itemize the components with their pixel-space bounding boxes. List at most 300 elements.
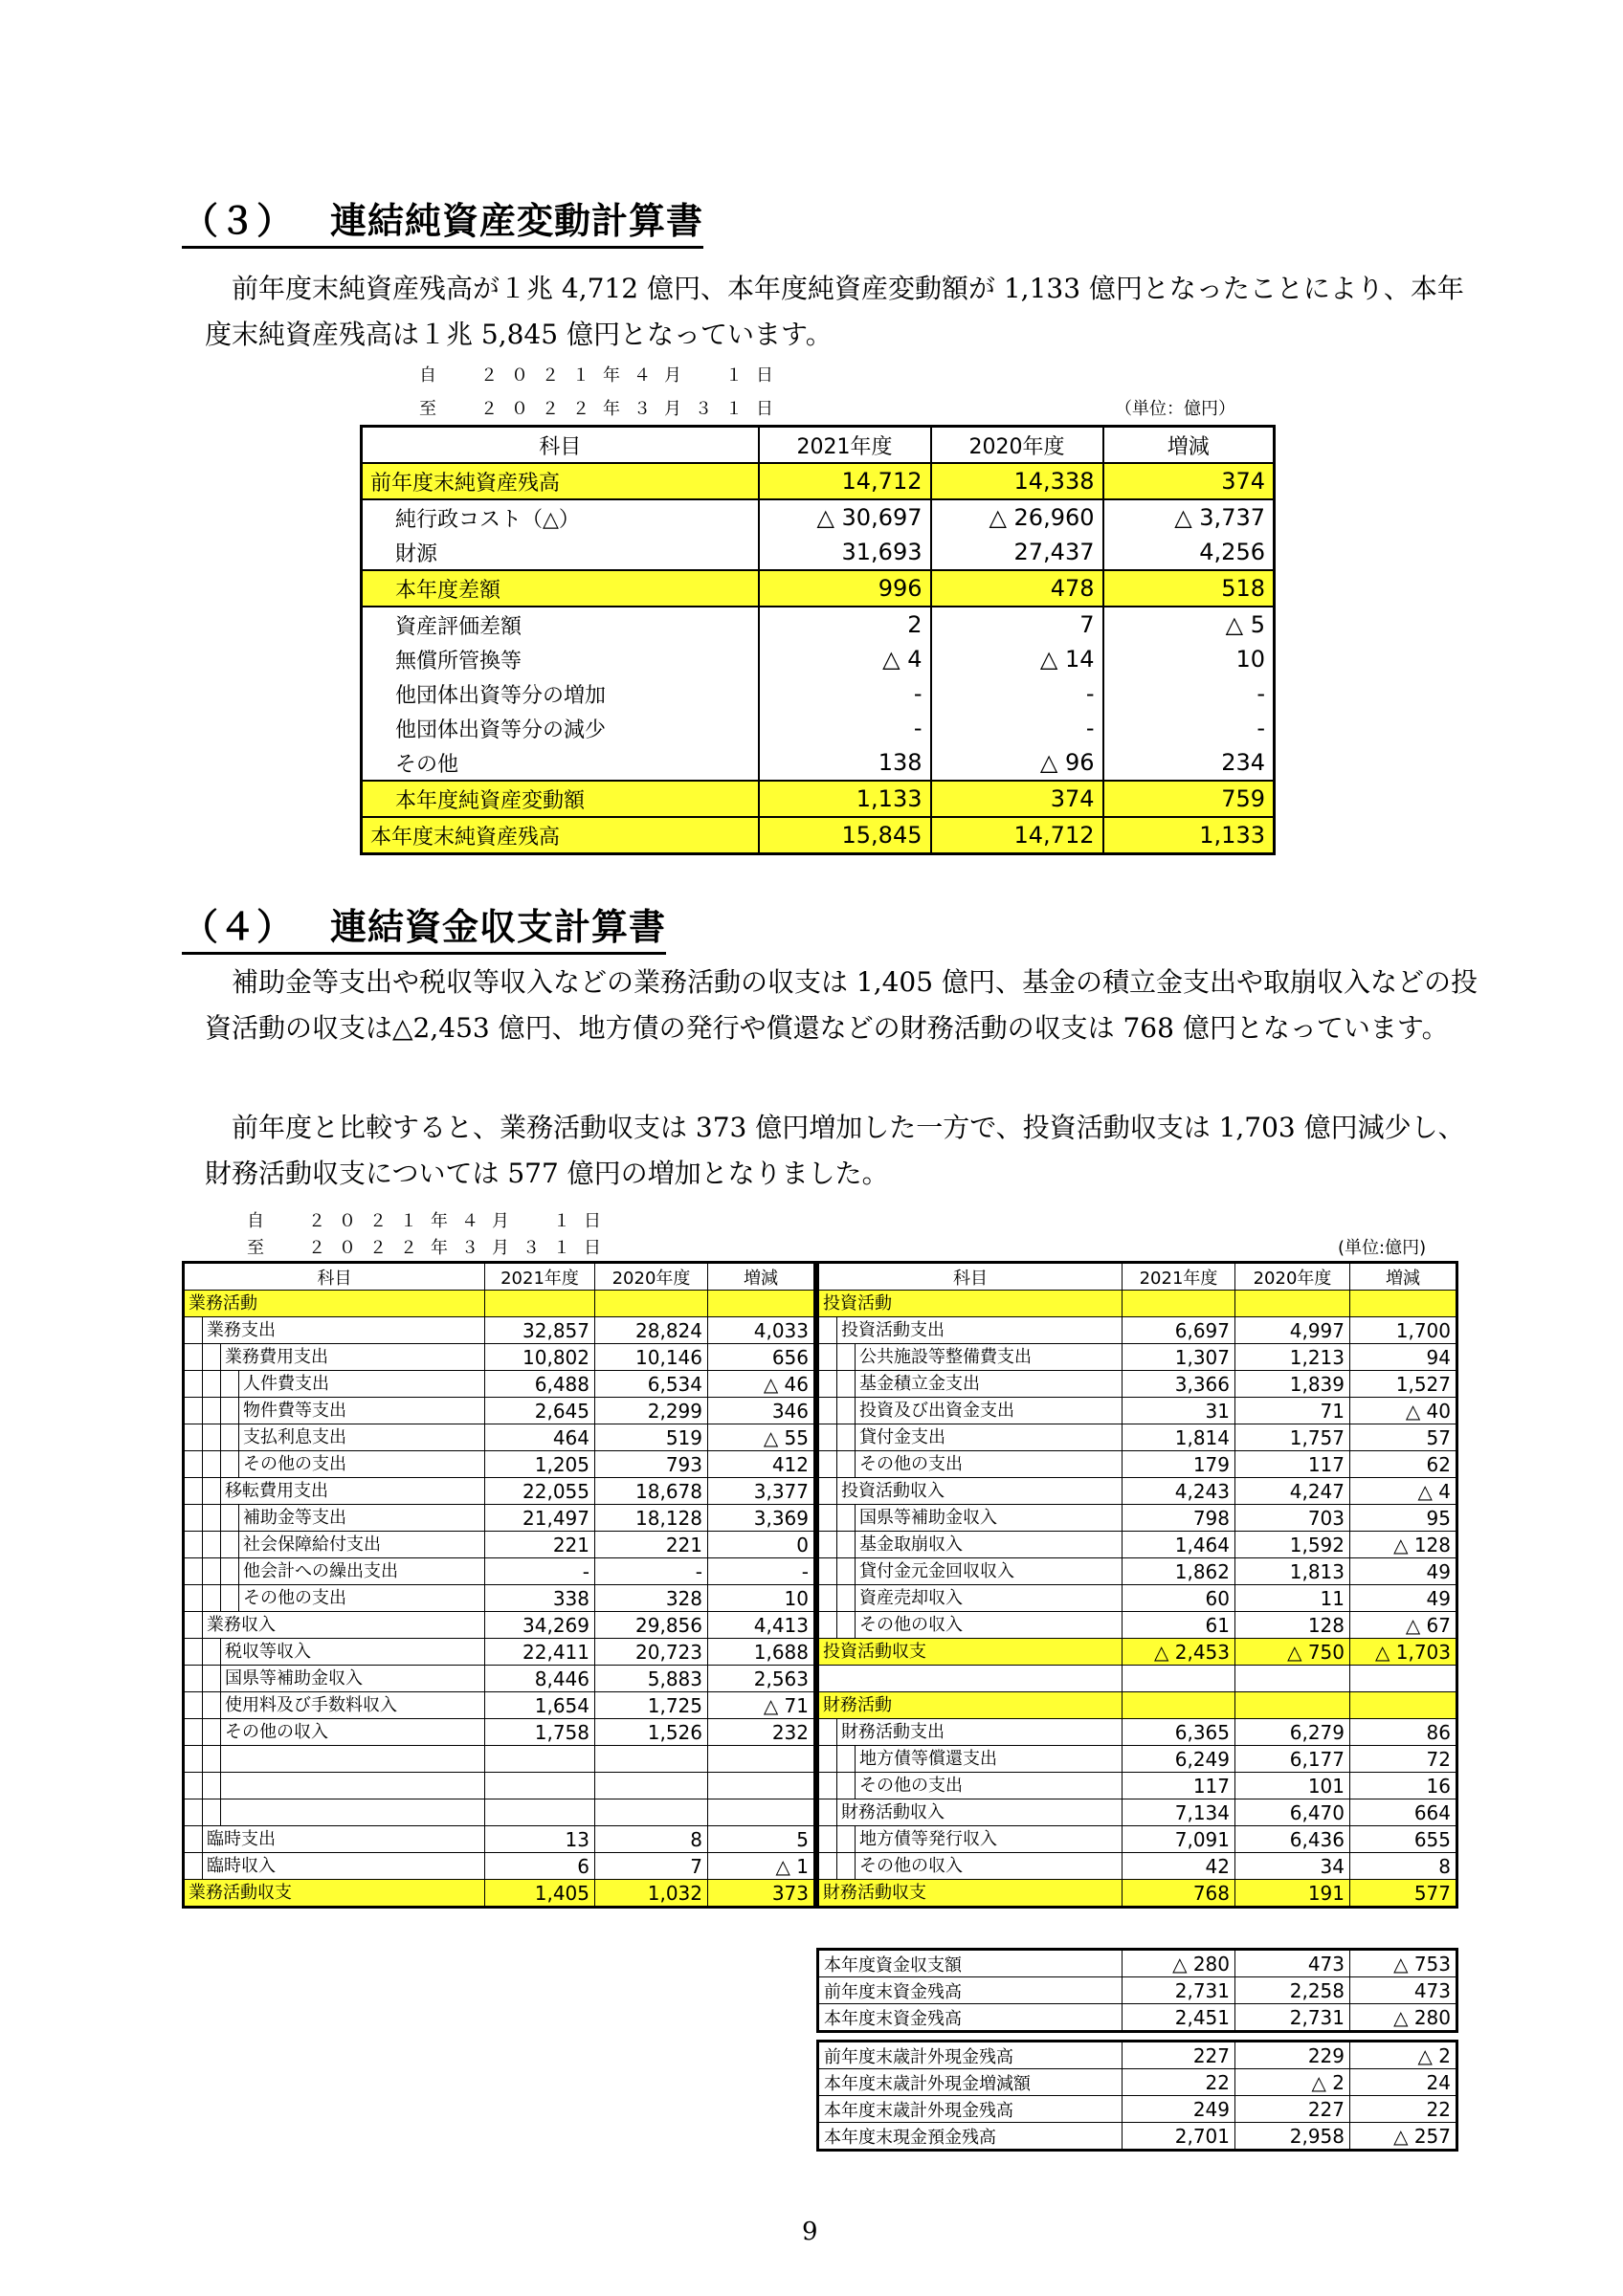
row-label-cell (184, 1826, 485, 1853)
value-2021: 6,249 (1123, 1746, 1235, 1773)
value-2020: 20,723 (595, 1639, 708, 1666)
left-header-diff: 増減 (708, 1263, 815, 1291)
value-diff: 655 (1350, 1826, 1457, 1853)
value-diff: 1,688 (708, 1639, 815, 1666)
value-2021: 15,845 (759, 817, 931, 854)
right-header-diff: 増減 (1350, 1263, 1457, 1291)
value-2021 (485, 1746, 595, 1773)
value-2020: 14,338 (931, 463, 1103, 499)
value-2020 (595, 1773, 708, 1799)
value-2020: 101 (1235, 1773, 1350, 1799)
value-2021: 7,091 (1123, 1826, 1235, 1853)
row-label: 業務支出 (207, 1320, 276, 1340)
value-diff: 374 (1103, 463, 1275, 499)
row-label: 補助金等支出 (243, 1508, 346, 1528)
table-row (184, 1666, 815, 1692)
value-2020: 793 (595, 1451, 708, 1478)
row-label: 国県等補助金収入 (225, 1668, 363, 1689)
table-row (818, 1977, 1457, 2004)
row-label-cell (818, 1746, 1123, 1773)
value-2021: 21,497 (485, 1505, 595, 1532)
value-2020: 6,534 (595, 1371, 708, 1398)
row-label-cell (818, 1773, 1123, 1799)
table-row (818, 1799, 1457, 1826)
row-label-cell (818, 1666, 1123, 1692)
table-row (818, 1826, 1457, 1853)
section3-number: （３） (182, 200, 295, 242)
value-2021: 464 (485, 1424, 595, 1451)
row-label: 本年度末歳計外現金残高 (818, 2096, 1123, 2123)
row-label-cell (184, 1291, 485, 1317)
value-2020: △ 96 (931, 745, 1103, 781)
value-2020: 11 (1235, 1585, 1350, 1612)
value-diff (1350, 1291, 1457, 1317)
value-diff: - (708, 1558, 815, 1585)
table-row (184, 1746, 815, 1773)
row-label: 財務活動収入 (841, 1802, 945, 1822)
row-label: 純行政コスト（△） (362, 499, 759, 535)
row-label-cell (818, 1424, 1123, 1451)
value-2021 (485, 1773, 595, 1799)
value-2020: 5,883 (595, 1666, 708, 1692)
value-diff: 49 (1350, 1585, 1457, 1612)
value-2021: 10,802 (485, 1344, 595, 1371)
value-2020: - (931, 676, 1103, 711)
value-diff: 95 (1350, 1505, 1457, 1532)
table-row (184, 1612, 815, 1639)
section4-heading (182, 897, 666, 955)
value-2020: 14,712 (931, 817, 1103, 854)
header-2020: 2020年度 (931, 427, 1103, 464)
value-diff: 16 (1350, 1773, 1457, 1799)
value-2020 (595, 1291, 708, 1317)
value-2021: 4,243 (1123, 1478, 1235, 1505)
section4-paragraph2: 前年度と比較すると、業務活動収支は 373 億円増加した一方で、投資活動収支は 1,703 億円減少し、財務活動収支については 577 億円の増加となりました。 (205, 1112, 1465, 1189)
value-diff: 49 (1350, 1558, 1457, 1585)
value-2021: 996 (759, 570, 931, 607)
value-diff (708, 1746, 815, 1773)
value-diff (708, 1799, 815, 1826)
investing-financing-body (818, 1291, 1457, 1908)
table-row (184, 1692, 815, 1719)
value-diff: 0 (708, 1532, 815, 1558)
value-2021: 338 (485, 1585, 595, 1612)
value-2020: 4,247 (1235, 1478, 1350, 1505)
value-2021: 6,365 (1123, 1719, 1235, 1746)
row-label-cell (818, 1451, 1123, 1478)
table-row (184, 1558, 815, 1585)
table-row (184, 1826, 815, 1853)
cash-balance-summary-body (818, 1950, 1457, 2032)
row-label-cell (818, 1639, 1123, 1666)
operating-activities-table (182, 1261, 816, 1909)
value-2021: 22,055 (485, 1478, 595, 1505)
value-diff: 473 (1350, 1977, 1457, 2004)
header-subject: 科目 (362, 427, 759, 464)
value-2020: △ 26,960 (931, 499, 1103, 535)
section3-paragraph: 前年度末純資産残高が１兆 4,712 億円、本年度純資産変動額が 1,133 億円となったことにより、本年度末純資産残高は１兆 5,845 億円となっています。 (205, 273, 1464, 350)
value-2021: 31 (1123, 1398, 1235, 1424)
value-diff: 24 (1350, 2069, 1457, 2096)
value-2020: 1,032 (595, 1880, 708, 1908)
table-row (818, 1773, 1457, 1799)
value-diff: △ 46 (708, 1371, 815, 1398)
row-label: その他の支出 (243, 1454, 346, 1474)
row-label-cell (184, 1344, 485, 1371)
value-diff: △ 1 (708, 1853, 815, 1880)
table-row (184, 1451, 815, 1478)
table-row (818, 1950, 1457, 1977)
row-label-cell (184, 1398, 485, 1424)
value-2020: - (931, 711, 1103, 745)
value-2020: 478 (931, 570, 1103, 607)
row-label-cell (818, 1317, 1123, 1344)
row-label: 業務活動 (189, 1293, 257, 1314)
value-2020: 2,958 (1235, 2123, 1350, 2151)
row-label: 本年度末現金預金残高 (818, 2123, 1123, 2151)
section4-unit: (単位:億円) (1338, 1238, 1427, 1258)
value-2020: 227 (1235, 2096, 1350, 2123)
value-2020: △ 2 (1235, 2069, 1350, 2096)
value-2021: - (485, 1558, 595, 1585)
table-row (818, 1478, 1457, 1505)
value-2021: - (759, 711, 931, 745)
row-label-cell (818, 1853, 1123, 1880)
header-diff: 増減 (1103, 427, 1275, 464)
value-diff: 518 (1103, 570, 1275, 607)
table-row (184, 1505, 815, 1532)
investing-financing-table (816, 1261, 1458, 1909)
section4-number: （４） (182, 906, 295, 948)
value-diff: △ 4 (1350, 1478, 1457, 1505)
row-label-cell (184, 1558, 485, 1585)
row-label-cell (818, 1371, 1123, 1398)
value-diff: - (1103, 676, 1275, 711)
value-diff: - (1103, 711, 1275, 745)
value-2020 (595, 1799, 708, 1826)
value-2021: 1,307 (1123, 1344, 1235, 1371)
value-2021: △ 4 (759, 642, 931, 676)
row-label: 前年度末歳計外現金残高 (818, 2042, 1123, 2069)
row-label-cell (184, 1478, 485, 1505)
value-2021 (485, 1799, 595, 1826)
value-2021: 31,693 (759, 535, 931, 570)
value-2020: 34 (1235, 1853, 1350, 1880)
table-row (818, 1532, 1457, 1558)
row-label: その他の収入 (859, 1615, 963, 1635)
table-row (184, 1719, 815, 1746)
value-2021: 798 (1123, 1505, 1235, 1532)
value-diff: △ 128 (1350, 1532, 1457, 1558)
value-2020: 6,177 (1235, 1746, 1350, 1773)
left-header-2021: 2021年度 (485, 1263, 595, 1291)
value-2020 (1235, 1291, 1350, 1317)
value-2021: △ 2,453 (1123, 1639, 1235, 1666)
row-label-cell (818, 1719, 1123, 1746)
value-diff: 94 (1350, 1344, 1457, 1371)
table-row (184, 1398, 815, 1424)
table-row (184, 1585, 815, 1612)
value-2020: 8 (595, 1826, 708, 1853)
value-diff: 412 (708, 1451, 815, 1478)
table-row (818, 1398, 1457, 1424)
value-diff: 72 (1350, 1746, 1457, 1773)
value-diff: 232 (708, 1719, 815, 1746)
value-2021: 1,814 (1123, 1424, 1235, 1451)
table-row (818, 2123, 1457, 2151)
table-row (818, 1666, 1457, 1692)
right-header-2021: 2021年度 (1123, 1263, 1235, 1291)
value-2020: 117 (1235, 1451, 1350, 1478)
value-2021: 42 (1123, 1853, 1235, 1880)
value-diff: △ 1,703 (1350, 1639, 1457, 1666)
value-diff: 759 (1103, 781, 1275, 817)
table-row (184, 1344, 815, 1371)
value-diff: 1,700 (1350, 1317, 1457, 1344)
row-label: 使用料及び手数料収入 (225, 1695, 397, 1715)
row-label-cell (184, 1880, 485, 1908)
value-2020 (1235, 1692, 1350, 1719)
value-2021: 1,862 (1123, 1558, 1235, 1585)
value-2021: △ 30,697 (759, 499, 931, 535)
section4-period-to: 至 ２０２２年３月３１日 (247, 1238, 614, 1258)
value-diff: 4,413 (708, 1612, 815, 1639)
right-header-2020: 2020年度 (1235, 1263, 1350, 1291)
row-label: 本年度資金収支額 (818, 1950, 1123, 1977)
row-label: その他の支出 (859, 1776, 963, 1796)
value-2021: 3,366 (1123, 1371, 1235, 1398)
section3-title: 連結純資産変動計算書 (330, 200, 704, 242)
value-diff: 22 (1350, 2096, 1457, 2123)
value-2020: 1,839 (1235, 1371, 1350, 1398)
row-label-cell (818, 1799, 1123, 1826)
table-row (818, 2069, 1457, 2096)
value-2021: 60 (1123, 1585, 1235, 1612)
value-2021: 61 (1123, 1612, 1235, 1639)
value-2021: 768 (1123, 1880, 1235, 1908)
row-label-cell (818, 1826, 1123, 1853)
row-label-cell (184, 1773, 485, 1799)
value-2021: 249 (1123, 2096, 1235, 2123)
value-2021: 2,451 (1123, 2004, 1235, 2032)
value-diff (708, 1291, 815, 1317)
value-2020: 374 (931, 781, 1103, 817)
value-2020: 18,678 (595, 1478, 708, 1505)
value-2020: 28,824 (595, 1317, 708, 1344)
row-label: 無償所管換等 (362, 642, 759, 676)
row-label (221, 1799, 484, 1825)
value-diff (708, 1773, 815, 1799)
value-2021: 6,697 (1123, 1317, 1235, 1344)
value-diff: 1,527 (1350, 1371, 1457, 1398)
value-diff: 577 (1350, 1880, 1457, 1908)
value-diff: 346 (708, 1398, 815, 1424)
value-diff: 2,563 (708, 1666, 815, 1692)
value-diff: 3,369 (708, 1505, 815, 1532)
value-2021 (1123, 1666, 1235, 1692)
row-label: 支払利息支出 (243, 1427, 346, 1447)
row-label: 業務収入 (207, 1615, 276, 1635)
value-2020: 1,526 (595, 1719, 708, 1746)
value-2020: 328 (595, 1585, 708, 1612)
header-2021: 2021年度 (759, 427, 931, 464)
value-2020: 1,592 (1235, 1532, 1350, 1558)
row-label-cell (184, 1585, 485, 1612)
table-row (184, 1371, 815, 1398)
row-label (819, 1666, 1122, 1691)
row-label: 人件費支出 (243, 1374, 329, 1394)
table-row (362, 642, 1275, 676)
value-2021 (485, 1291, 595, 1317)
row-label: 業務費用支出 (225, 1347, 328, 1367)
value-2021: 22 (1123, 2069, 1235, 2096)
section4-title: 連結資金収支計算書 (330, 906, 667, 948)
table-row (818, 2042, 1457, 2069)
operating-activities-body (184, 1291, 815, 1908)
row-label: その他 (362, 745, 759, 781)
table-row (362, 745, 1275, 781)
row-label (221, 1773, 484, 1799)
value-2020: 2,299 (595, 1398, 708, 1424)
row-label-cell (184, 1746, 485, 1773)
table-row (362, 817, 1275, 854)
value-2020 (595, 1746, 708, 1773)
table-row (184, 1478, 815, 1505)
row-label: 地方債等発行収入 (859, 1829, 997, 1849)
row-label: 基金積立金支出 (859, 1374, 980, 1394)
value-diff: 5 (708, 1826, 815, 1853)
row-label: その他の収入 (225, 1722, 328, 1742)
row-label: 公共施設等整備費支出 (859, 1347, 1032, 1367)
row-label-cell (184, 1532, 485, 1558)
value-diff: 10 (1103, 642, 1275, 676)
table-row (818, 1371, 1457, 1398)
value-diff: 4,256 (1103, 535, 1275, 570)
row-label: 貸付金元金回収収入 (859, 1561, 1014, 1581)
value-diff: 3,377 (708, 1478, 815, 1505)
row-label: 投資活動収支 (823, 1642, 926, 1662)
table-row (184, 1880, 815, 1908)
row-label: 貸付金支出 (859, 1427, 945, 1447)
row-label: 地方債等償還支出 (859, 1749, 997, 1769)
row-label: その他の支出 (243, 1588, 346, 1608)
row-label: 投資及び出資金支出 (859, 1401, 1014, 1421)
table-row (362, 499, 1275, 535)
section3-period-from: 自 ２０２１年４月 １日 (419, 365, 787, 386)
row-label: 国県等補助金収入 (859, 1508, 997, 1528)
table-row (184, 1853, 815, 1880)
table-row (818, 2004, 1457, 2032)
table-row (362, 676, 1275, 711)
page-number: 9 (802, 2218, 818, 2246)
row-label-cell (184, 1719, 485, 1746)
table-row (818, 2096, 1457, 2123)
row-label: 本年度末純資産残高 (362, 817, 759, 854)
value-2020 (1235, 1666, 1350, 1692)
section4-paragraph1: 補助金等支出や税収等収入などの業務活動の収支は 1,405 億円、基金の積立金支出や取崩収入などの投資活動の収支は△2,453 億円、地方債の発行や償還などの財務活動の収支は 768 億円となっています。 (205, 966, 1478, 1044)
table-row (818, 1612, 1457, 1639)
value-diff (1350, 1666, 1457, 1692)
row-label: 臨時収入 (207, 1856, 276, 1876)
row-label: 投資活動支出 (841, 1320, 945, 1340)
value-diff: △ 3,737 (1103, 499, 1275, 535)
value-diff: △ 257 (1350, 2123, 1457, 2151)
table-row (818, 1291, 1457, 1317)
value-2021: 8,446 (485, 1666, 595, 1692)
value-diff: △ 40 (1350, 1398, 1457, 1424)
table-row (818, 1344, 1457, 1371)
row-label-cell (818, 1398, 1123, 1424)
table-row (818, 1746, 1457, 1773)
row-label: 社会保障給付支出 (243, 1534, 381, 1555)
value-2020: - (595, 1558, 708, 1585)
row-label: 財源 (362, 535, 759, 570)
value-2020: 1,757 (1235, 1424, 1350, 1451)
row-label: 基金取崩収入 (859, 1534, 963, 1555)
row-label: 前年度末資金残高 (818, 1977, 1123, 2004)
table-row (184, 1773, 815, 1799)
left-header-subject: 科目 (184, 1263, 485, 1291)
value-diff: 86 (1350, 1719, 1457, 1746)
table-row (818, 1317, 1457, 1344)
value-2021: 1,464 (1123, 1532, 1235, 1558)
table-row (818, 1558, 1457, 1585)
cash-balance-summary-table (816, 1948, 1458, 2033)
table-row (818, 1424, 1457, 1451)
value-2021: 2,645 (485, 1398, 595, 1424)
value-diff: △ 280 (1350, 2004, 1457, 2032)
table-row (818, 1853, 1457, 1880)
value-2021: 14,712 (759, 463, 931, 499)
table-row (362, 463, 1275, 499)
value-2020: △ 750 (1235, 1639, 1350, 1666)
row-label-cell (184, 1612, 485, 1639)
value-2020: 1,213 (1235, 1344, 1350, 1371)
row-label: 資産売却収入 (859, 1588, 963, 1608)
value-2020: 6,279 (1235, 1719, 1350, 1746)
off-budget-cash-summary-table (816, 2040, 1458, 2152)
value-2021: - (759, 676, 931, 711)
value-2021: 2,731 (1123, 1977, 1235, 2004)
value-2020: 27,437 (931, 535, 1103, 570)
table-row (184, 1639, 815, 1666)
row-label: 本年度末歳計外現金増減額 (818, 2069, 1123, 2096)
row-label: 資産評価差額 (362, 607, 759, 642)
row-label: 税収等収入 (225, 1642, 311, 1662)
table-row (184, 1424, 815, 1451)
row-label (221, 1746, 484, 1772)
value-2021: 227 (1123, 2042, 1235, 2069)
value-2020: 128 (1235, 1612, 1350, 1639)
value-2020: 18,128 (595, 1505, 708, 1532)
table-row (362, 711, 1275, 745)
value-diff: 1,133 (1103, 817, 1275, 854)
row-label-cell (184, 1451, 485, 1478)
row-label: 本年度純資産変動額 (362, 781, 759, 817)
value-2020: 10,146 (595, 1344, 708, 1371)
value-2020: 6,436 (1235, 1826, 1350, 1853)
table-row (362, 781, 1275, 817)
value-2021: 221 (485, 1532, 595, 1558)
row-label-cell (818, 1478, 1123, 1505)
value-2020: 29,856 (595, 1612, 708, 1639)
value-diff: △ 55 (708, 1424, 815, 1451)
table-row (818, 1505, 1457, 1532)
value-diff: △ 67 (1350, 1612, 1457, 1639)
value-2020: 703 (1235, 1505, 1350, 1532)
table-row (184, 1291, 815, 1317)
value-diff: 373 (708, 1880, 815, 1908)
